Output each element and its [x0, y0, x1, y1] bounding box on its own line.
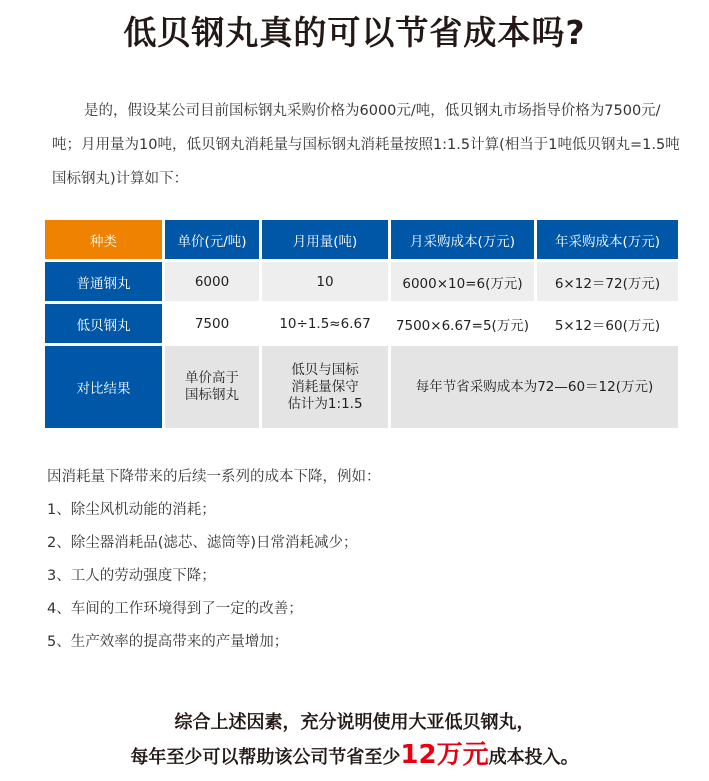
- cell-monthly-usage: 10: [262, 262, 388, 301]
- intro-text: 是的，假设某公司目前国标钢丸采购价格为6000元/吨，低贝钢丸市场指导价格为7500元/吨；月用量为10吨，低贝钢丸消耗量与国标钢丸消耗量按照1:1.5计算(相当于1吨低贝钢丸=1.5吨国标钢丸)计算如下：: [52, 103, 680, 187]
- summary-text: 成本投入。: [488, 747, 579, 768]
- list-intro: 因消耗量下降带来的后续一系列的成本下降，例如：: [47, 469, 381, 485]
- comparison-table: [42, 217, 681, 431]
- result-usage-line: 估计为1:1.5: [287, 395, 363, 412]
- summary-text: 每年至少可以帮助该公司节省至少: [130, 747, 401, 768]
- header-annual-cost: 年采购成本(万元): [537, 220, 678, 259]
- page-title: 低贝钢丸真的可以节省成本吗?: [123, 13, 586, 52]
- result-usage-cell: [262, 346, 388, 428]
- summary-line-2: [0, 739, 709, 774]
- savings-highlight: 12万元: [400, 740, 489, 770]
- header-monthly-cost: 月采购成本(万元): [391, 220, 534, 259]
- row-label: 普通钢丸: [45, 262, 162, 301]
- table-header-row: [45, 220, 678, 259]
- header-unit-price: 单价(元/吨): [165, 220, 259, 259]
- cost-reduction-list: [47, 461, 381, 659]
- list-item: 2、除尘器消耗品(滤芯、滤筒等)日常消耗减少；: [47, 535, 358, 551]
- intro-paragraph: [52, 94, 682, 196]
- result-price-cell: [165, 346, 259, 428]
- cell-monthly-cost: 6000×10=6(万元): [391, 262, 534, 301]
- cell-unit-price: 6000: [165, 262, 259, 301]
- cell-monthly-cost: 7500×6.67=5(万元): [391, 304, 534, 343]
- list-item: 3、工人的劳动强度下降；: [47, 568, 216, 584]
- table-result-row: [45, 346, 678, 428]
- summary-line-1: 综合上述因素，充分说明使用大亚低贝钢丸，: [174, 712, 535, 733]
- list-item: 4、车间的工作环境得到了一定的改善；: [47, 601, 303, 617]
- list-item: 5、生产效率的提高带来的产量增加；: [47, 634, 289, 650]
- summary: [0, 707, 709, 774]
- header-monthly-usage: 月用量(吨): [262, 220, 388, 259]
- result-price-line: 单价高于: [185, 370, 239, 386]
- cell-unit-price: 7500: [165, 304, 259, 343]
- result-saving-cell: 每年节省采购成本为72—60＝12(万元): [391, 346, 678, 428]
- table-row: [45, 262, 678, 301]
- cell-monthly-usage: 10÷1.5≈6.67: [262, 304, 388, 343]
- table-row: [45, 304, 678, 343]
- cell-annual-cost: 6×12＝72(万元): [537, 262, 678, 301]
- header-type: 种类: [45, 220, 162, 259]
- cell-annual-cost: 5×12＝60(万元): [537, 304, 678, 343]
- result-usage-line: 消耗量保守: [291, 378, 359, 395]
- result-usage-line: 低贝与国标: [291, 361, 359, 378]
- result-price-line: 国标钢丸: [185, 387, 239, 403]
- row-label: 低贝钢丸: [45, 304, 162, 343]
- result-label: 对比结果: [45, 346, 162, 428]
- list-item: 1、除尘风机动能的消耗；: [47, 502, 216, 518]
